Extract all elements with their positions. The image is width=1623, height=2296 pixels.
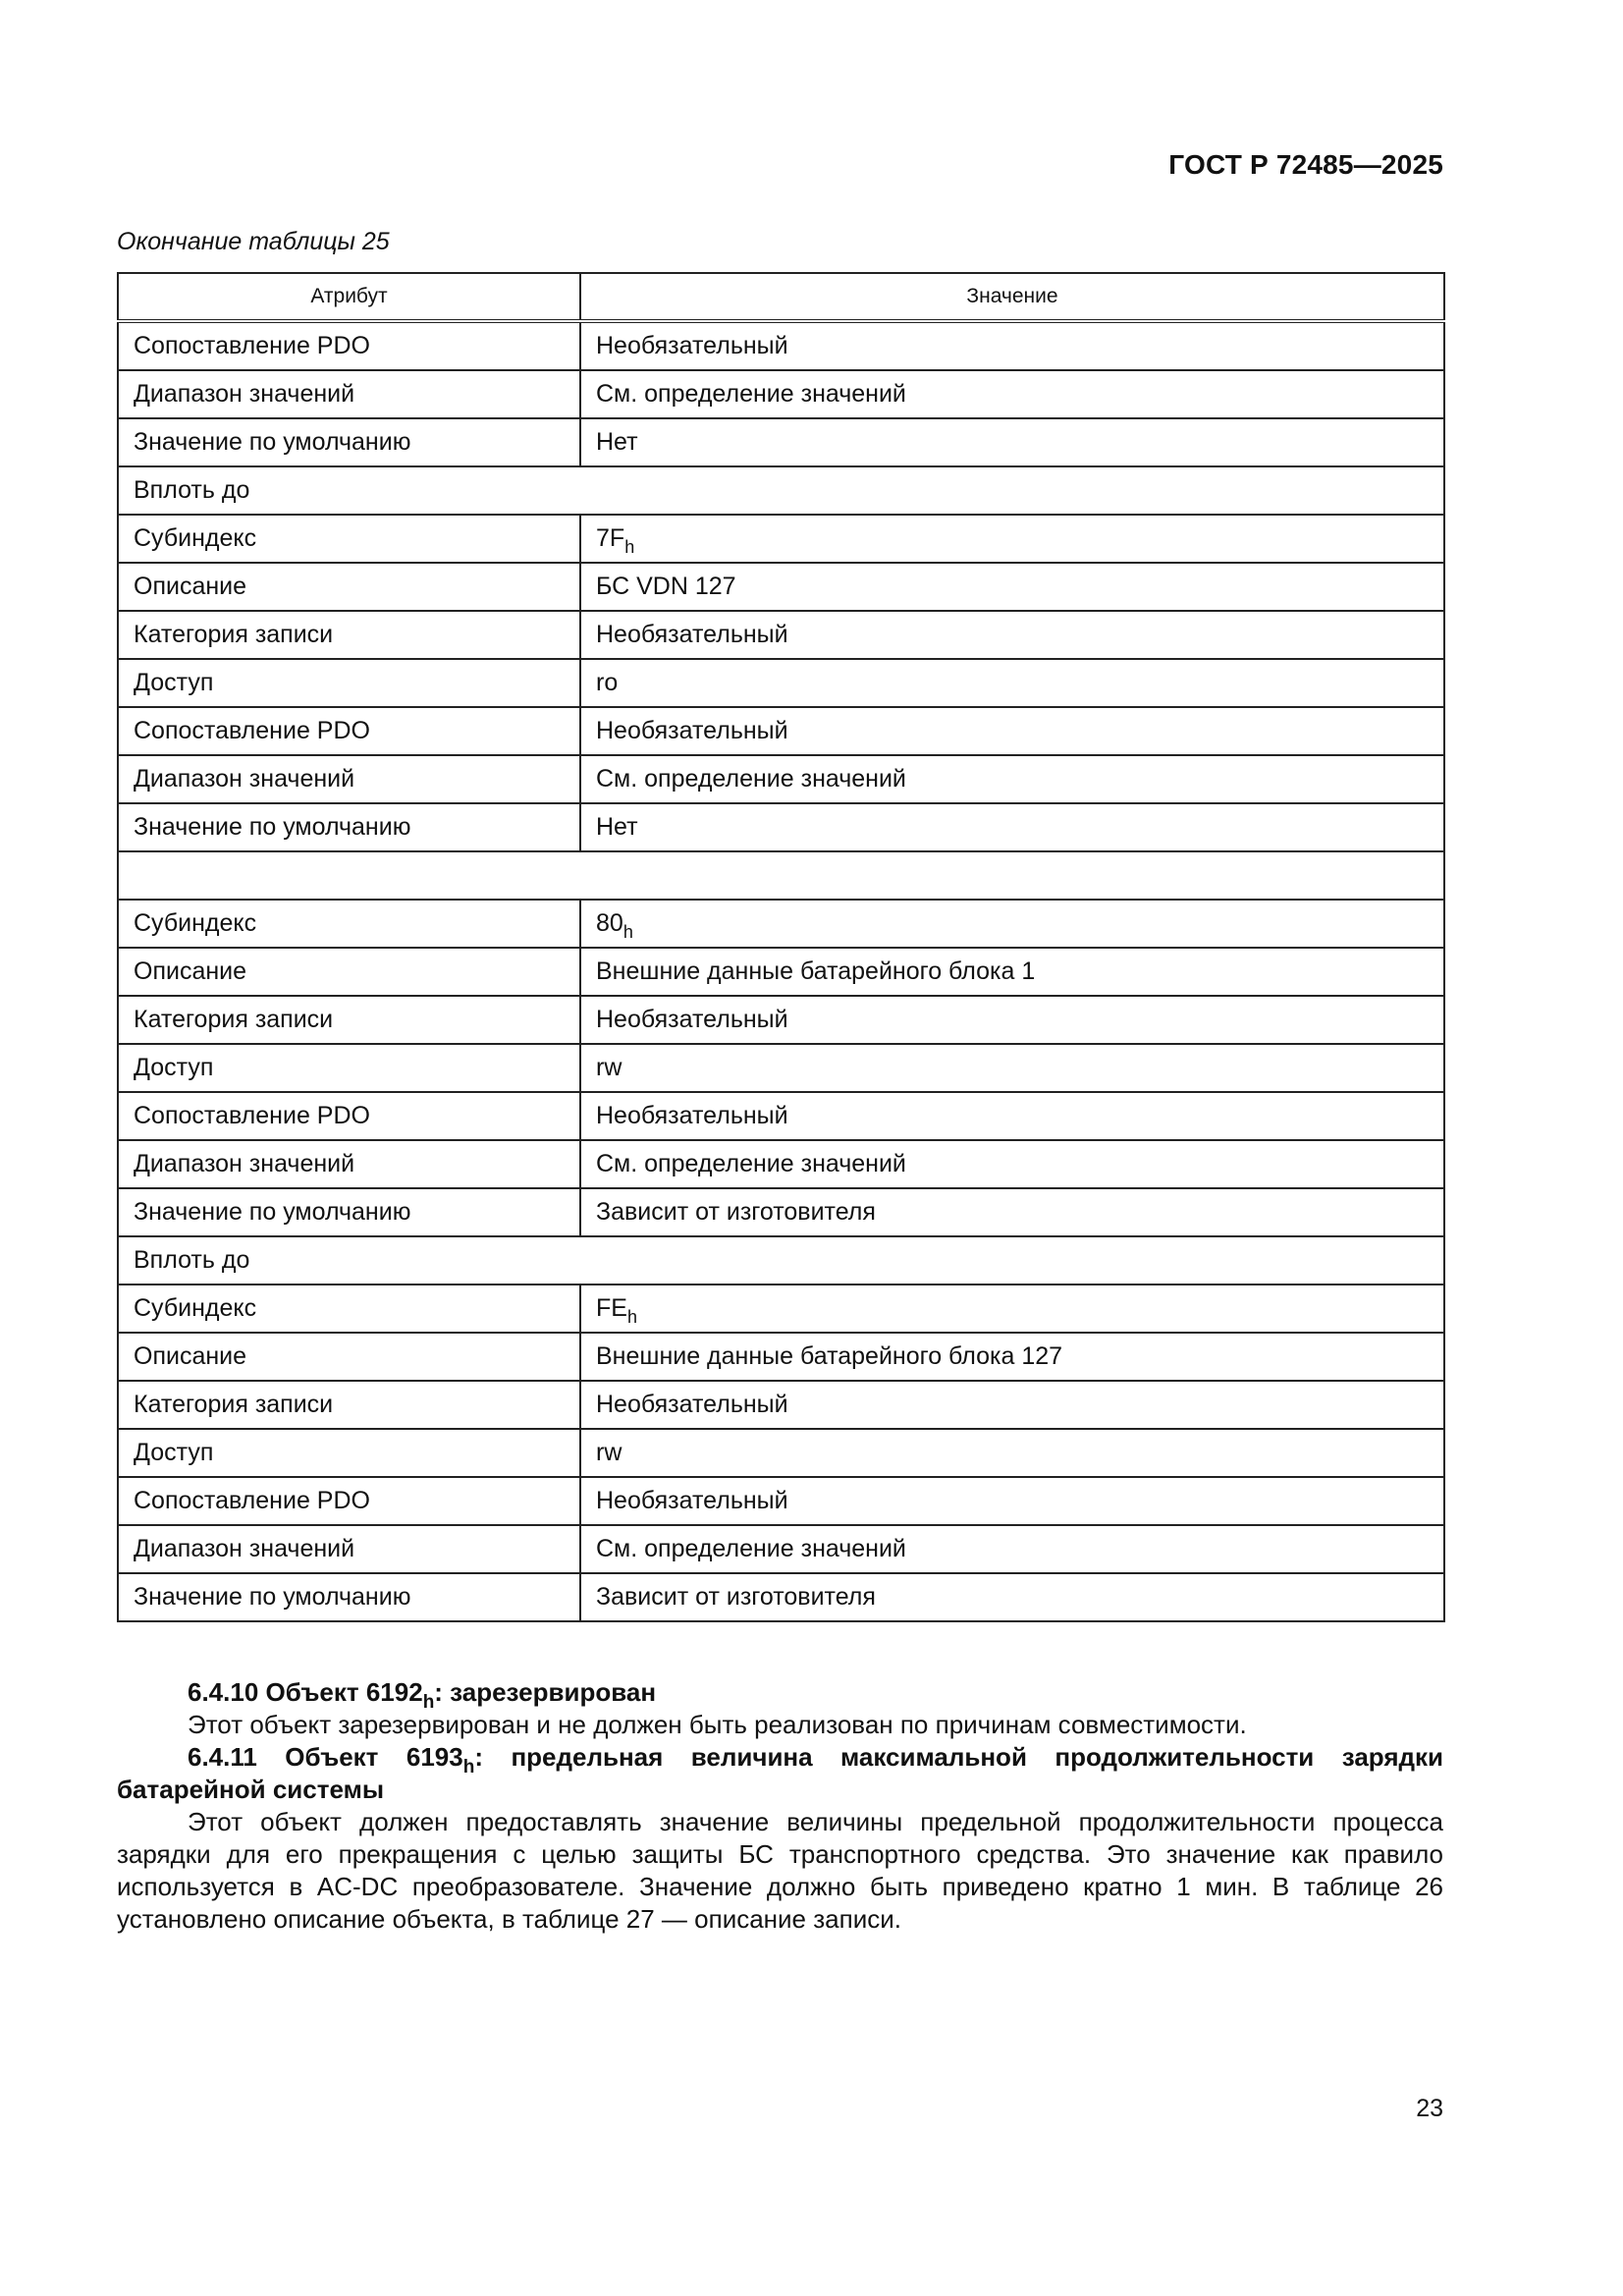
value-text: Внешние данные батарейного блока 127 xyxy=(596,1342,1063,1370)
attribute-cell: Доступ xyxy=(118,1429,580,1477)
value-cell xyxy=(580,1044,1444,1092)
table-row xyxy=(118,1092,1444,1140)
table-row xyxy=(118,418,1444,466)
attribute-cell: Сопоставление PDO xyxy=(118,1092,580,1140)
table-caption: Окончание таблицы 25 xyxy=(117,228,390,255)
table-row xyxy=(118,1140,1444,1188)
attribute-cell: Значение по умолчанию xyxy=(118,1188,580,1236)
value-text: См. определение значений xyxy=(596,765,906,793)
hex-subscript: h xyxy=(626,1307,637,1327)
attribute-cell: Сопоставление PDO xyxy=(118,321,580,370)
value-cell xyxy=(580,563,1444,611)
table-row xyxy=(118,900,1444,948)
attribute-cell: Сопоставление PDO xyxy=(118,707,580,755)
table-row xyxy=(118,466,1444,515)
value-text: FE xyxy=(596,1294,627,1322)
column-header-attribute: Атрибут xyxy=(118,273,580,321)
value-text: См. определение значений xyxy=(596,1535,906,1562)
table-row xyxy=(118,1429,1444,1477)
value-cell xyxy=(580,1333,1444,1381)
value-cell xyxy=(580,1429,1444,1477)
attribute-cell: Диапазон значений xyxy=(118,755,580,803)
hex-subscript: h xyxy=(622,922,633,942)
attribute-cell: Категория записи xyxy=(118,611,580,659)
attribute-cell: Категория записи xyxy=(118,1381,580,1429)
value-text: rw xyxy=(596,1439,622,1466)
value-text: rw xyxy=(596,1054,622,1081)
table-row xyxy=(118,755,1444,803)
attribute-cell: Сопоставление PDO xyxy=(118,1477,580,1525)
table-row xyxy=(118,707,1444,755)
value-cell xyxy=(580,948,1444,996)
attribute-cell: Значение по умолчанию xyxy=(118,418,580,466)
table-row xyxy=(118,563,1444,611)
table-row xyxy=(118,1381,1444,1429)
value-cell xyxy=(580,659,1444,707)
value-cell xyxy=(580,707,1444,755)
table-span-cell: Вплоть до xyxy=(118,466,1444,515)
table-span-cell: Вплоть до xyxy=(118,1236,1444,1285)
table-row xyxy=(118,851,1444,900)
value-cell xyxy=(580,611,1444,659)
value-text: ro xyxy=(596,669,619,696)
value-text: Внешние данные батарейного блока 1 xyxy=(596,957,1036,985)
table-body xyxy=(118,321,1444,1621)
value-text: Зависит от изготовителя xyxy=(596,1583,876,1611)
table-row xyxy=(118,996,1444,1044)
table-row xyxy=(118,1188,1444,1236)
value-text: См. определение значений xyxy=(596,380,906,408)
section-heading: 6.4.11 Объект $6193_h$: предельная величина максимальной продолжительности зарядки батарейной системы xyxy=(117,1742,1443,1804)
table-span-cell xyxy=(118,851,1444,900)
attribute-cell: Субиндекс xyxy=(118,515,580,563)
value-text: БС VDN 127 xyxy=(596,573,736,600)
table-row xyxy=(118,370,1444,418)
value-text: Необязательный xyxy=(596,332,788,359)
value-cell xyxy=(580,1381,1444,1429)
value-cell xyxy=(580,1140,1444,1188)
table-row xyxy=(118,659,1444,707)
table-row xyxy=(118,1333,1444,1381)
value-text: Нет xyxy=(596,428,638,456)
table-row xyxy=(118,948,1444,996)
attribute-cell: Значение по умолчанию xyxy=(118,803,580,851)
attribute-cell: Значение по умолчанию xyxy=(118,1573,580,1621)
section-6-4-10 xyxy=(117,1676,1443,1936)
value-cell xyxy=(580,996,1444,1044)
table-row xyxy=(118,1573,1444,1621)
value-cell xyxy=(580,1573,1444,1621)
attribute-cell: Диапазон значений xyxy=(118,1140,580,1188)
table-row xyxy=(118,515,1444,563)
table-header-row xyxy=(118,273,1444,321)
attribute-cell: Описание xyxy=(118,948,580,996)
page-number: 23 xyxy=(1416,2095,1443,2122)
attribute-cell: Описание xyxy=(118,563,580,611)
value-text: См. определение значений xyxy=(596,1150,906,1177)
value-cell xyxy=(580,515,1444,563)
attribute-cell: Диапазон значений xyxy=(118,1525,580,1573)
table-row xyxy=(118,1525,1444,1573)
attribute-cell: Доступ xyxy=(118,1044,580,1092)
value-cell xyxy=(580,1477,1444,1525)
value-text: Необязательный xyxy=(596,717,788,744)
table-row xyxy=(118,611,1444,659)
attribute-cell: Доступ xyxy=(118,659,580,707)
value-text: 80 xyxy=(596,909,623,937)
section-paragraph: Этот объект зарезервирован и не должен быть реализован по причинам совместимости. xyxy=(188,1710,1247,1739)
value-text: Зависит от изготовителя xyxy=(596,1198,876,1226)
value-cell xyxy=(580,418,1444,466)
column-header-value: Значение xyxy=(580,273,1444,321)
section-paragraph: Этот объект должен предоставлять значение величины предельной продолжительности процесса зарядки для его прекращения с целью защиты БС транспортного средства. Это значение как правило используется в AC-DC преобразователе. Значение должно быть приведено кратно 1 мин. В таблице 26 установлено описание объекта, в таблице 27 — описание записи. xyxy=(117,1807,1443,1934)
hex-subscript: h xyxy=(624,537,635,557)
value-cell xyxy=(580,1525,1444,1573)
attribute-table xyxy=(117,272,1445,1622)
value-cell xyxy=(580,1092,1444,1140)
attribute-cell: Диапазон значений xyxy=(118,370,580,418)
standard-code: ГОСТ Р 72485—2025 xyxy=(1168,149,1443,180)
value-cell xyxy=(580,370,1444,418)
value-text: Необязательный xyxy=(596,1102,788,1129)
value-text: Нет xyxy=(596,813,638,841)
value-text: Необязательный xyxy=(596,1391,788,1418)
value-cell xyxy=(580,321,1444,370)
value-cell xyxy=(580,900,1444,948)
section-heading: 6.4.10 Объект $6192_h$: зарезервирован xyxy=(188,1677,657,1713)
attribute-cell: Субиндекс xyxy=(118,900,580,948)
value-text: Необязательный xyxy=(596,1006,788,1033)
value-cell xyxy=(580,1285,1444,1333)
value-text: Необязательный xyxy=(596,1487,788,1514)
attribute-cell: Категория записи xyxy=(118,996,580,1044)
table-row xyxy=(118,803,1444,851)
value-text: 7F xyxy=(596,524,625,552)
value-cell xyxy=(580,803,1444,851)
table-row xyxy=(118,1236,1444,1285)
value-text: Необязательный xyxy=(596,621,788,648)
table-row xyxy=(118,1044,1444,1092)
value-cell xyxy=(580,1188,1444,1236)
attribute-cell: Субиндекс xyxy=(118,1285,580,1333)
value-cell xyxy=(580,755,1444,803)
table-row xyxy=(118,321,1444,370)
attribute-cell: Описание xyxy=(118,1333,580,1381)
table-row xyxy=(118,1285,1444,1333)
table-row xyxy=(118,1477,1444,1525)
